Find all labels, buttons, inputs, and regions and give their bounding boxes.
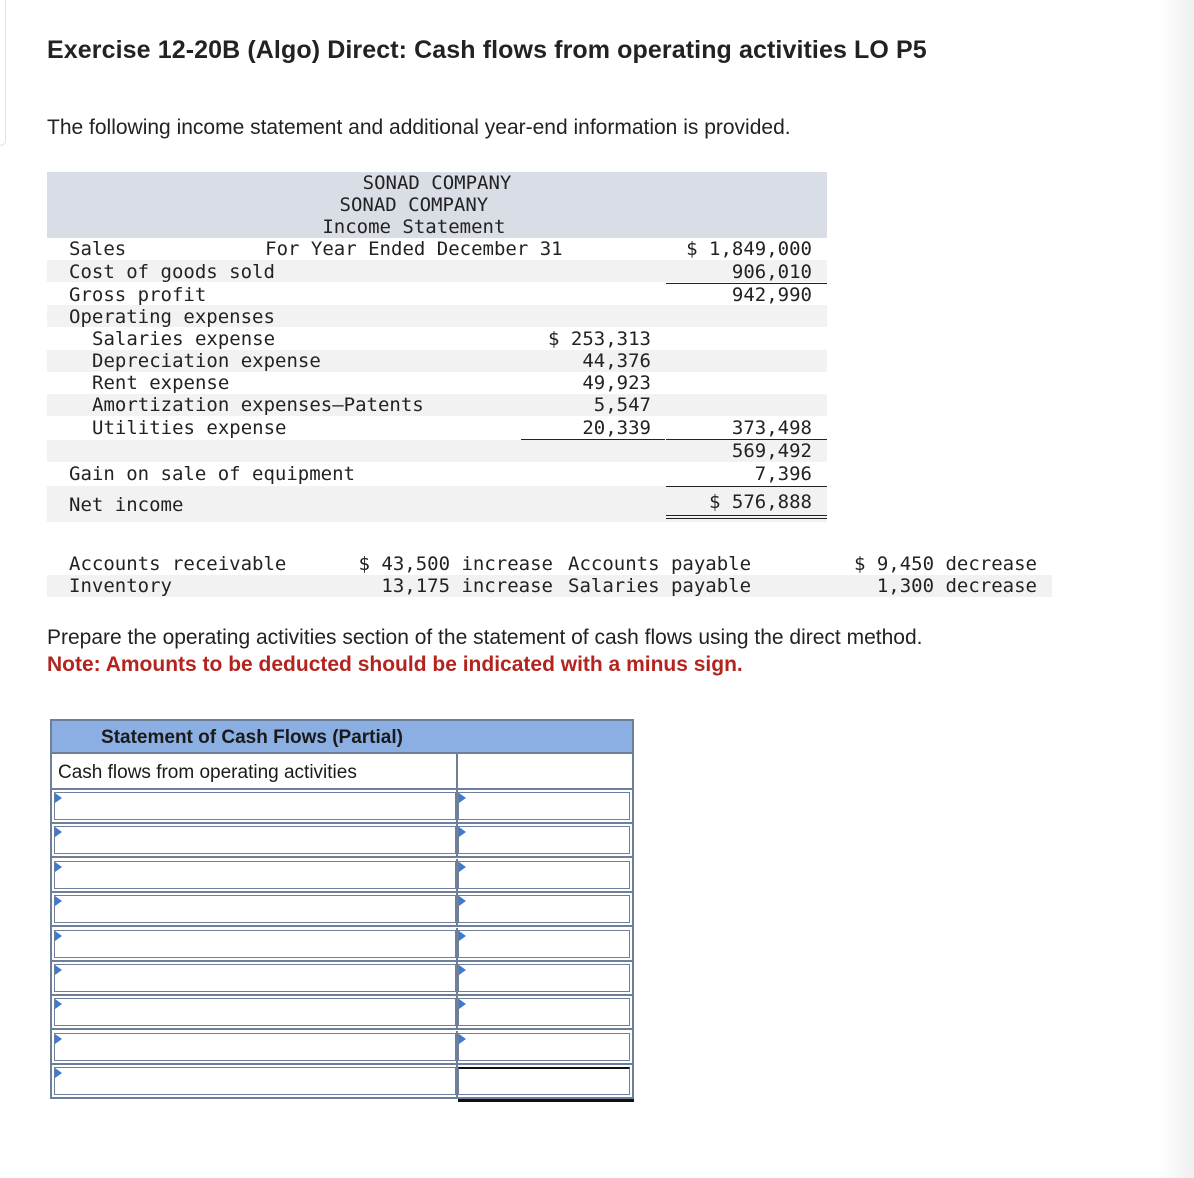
input-marker-icon bbox=[459, 793, 466, 803]
right-edge-shadow bbox=[1160, 0, 1194, 1178]
rent-value: 49,923 bbox=[582, 372, 651, 394]
ar-value: $ 43,500 increase bbox=[358, 553, 553, 575]
salaries-value: $ 253,313 bbox=[548, 328, 651, 350]
cash-flow-row bbox=[52, 893, 632, 927]
utilities-label: Utilities expense bbox=[92, 417, 287, 439]
description-dropdown[interactable] bbox=[54, 861, 456, 889]
amount-input[interactable] bbox=[458, 861, 630, 889]
cogs-label: Cost of goods sold bbox=[69, 261, 275, 283]
dropdown-marker-icon bbox=[55, 999, 62, 1009]
sp-label: Salaries payable bbox=[568, 575, 752, 597]
description-dropdown[interactable] bbox=[54, 964, 456, 992]
company-name: SONAD COMPANY bbox=[362, 172, 512, 194]
dropdown-marker-icon bbox=[55, 862, 62, 872]
dropdown-marker-icon bbox=[55, 827, 62, 837]
amount-input[interactable] bbox=[458, 826, 630, 854]
cash-flow-row bbox=[52, 790, 632, 824]
dropdown-marker-icon bbox=[55, 931, 62, 941]
dropdown-marker-icon bbox=[55, 1034, 62, 1044]
sales-label: Sales bbox=[69, 238, 127, 260]
cash-flow-row bbox=[52, 859, 632, 893]
ap-value: $ 9,450 decrease bbox=[853, 553, 1037, 575]
cash-flow-row bbox=[52, 928, 632, 962]
left-panel-edge bbox=[0, 0, 6, 146]
intro-text: The following income statement and additional year-end information is provided. bbox=[47, 116, 791, 139]
amount-input[interactable] bbox=[458, 964, 630, 992]
cash-flow-row bbox=[52, 1031, 632, 1065]
opex-label: Operating expenses bbox=[69, 306, 275, 328]
statement-text: Income Statement bbox=[322, 216, 506, 238]
net-income-double-underline-1 bbox=[666, 515, 827, 516]
cash-flow-row bbox=[52, 1065, 632, 1099]
cogs-value: 906,010 bbox=[731, 261, 812, 283]
cash-flow-table bbox=[50, 719, 634, 1099]
input-marker-icon bbox=[459, 862, 466, 872]
amount-input[interactable] bbox=[458, 792, 630, 820]
description-dropdown[interactable] bbox=[54, 826, 456, 854]
inventory-label: Inventory bbox=[69, 575, 172, 597]
utilities-value: 20,339 bbox=[582, 417, 651, 439]
cash-flow-table-title: Statement of Cash Flows (Partial) bbox=[101, 727, 403, 748]
amount-input[interactable] bbox=[458, 895, 630, 923]
gain-underline bbox=[666, 486, 827, 487]
net-income-double-underline-2 bbox=[666, 518, 827, 519]
ap-label: Accounts payable bbox=[568, 553, 752, 575]
net-income-value: $ 576,888 bbox=[709, 491, 812, 513]
amount-input[interactable] bbox=[458, 1067, 630, 1095]
cash-flow-row bbox=[52, 996, 632, 1030]
input-marker-icon bbox=[459, 999, 466, 1009]
gross-profit-label: Gross profit bbox=[69, 284, 207, 306]
gain-value: 7,396 bbox=[754, 463, 812, 485]
total-opex-value: 373,498 bbox=[731, 417, 812, 439]
instruction-text: Prepare the operating activities section of the statement of cash flows using the direct method. bbox=[47, 626, 923, 649]
cash-flow-table-header bbox=[52, 721, 632, 754]
note-text: Note: Amounts to be deducted should be indicated with a minus sign. bbox=[47, 653, 743, 676]
dropdown-marker-icon bbox=[55, 793, 62, 803]
inventory-value: 13,175 increase bbox=[381, 575, 553, 597]
input-marker-icon bbox=[459, 896, 466, 906]
page-title: Exercise 12-20B (Algo) Direct: Cash flows from operating activities LO P5 bbox=[47, 36, 927, 64]
gross-profit-value: 942,990 bbox=[731, 284, 812, 306]
input-marker-icon bbox=[459, 931, 466, 941]
sp-value: 1,300 decrease bbox=[876, 575, 1037, 597]
gain-label: Gain on sale of equipment bbox=[69, 463, 355, 485]
salaries-label: Salaries expense bbox=[92, 328, 276, 350]
depreciation-label: Depreciation expense bbox=[92, 350, 321, 372]
cash-flow-row bbox=[52, 824, 632, 858]
column-divider bbox=[456, 754, 458, 790]
input-marker-icon bbox=[459, 1034, 466, 1044]
input-marker-icon bbox=[459, 827, 466, 837]
company-text: SONAD COMPANY bbox=[339, 194, 489, 216]
amount-input[interactable] bbox=[458, 930, 630, 958]
amortization-value: 5,547 bbox=[593, 394, 651, 416]
period-text: For Year Ended December 31 bbox=[265, 238, 563, 260]
depreciation-value: 44,376 bbox=[582, 350, 651, 372]
dropdown-marker-icon bbox=[55, 1068, 62, 1078]
description-dropdown[interactable] bbox=[54, 930, 456, 958]
cash-flow-subheader-row bbox=[52, 754, 632, 790]
ar-label: Accounts receivable bbox=[69, 553, 287, 575]
operating-activities-label: Cash flows from operating activities bbox=[58, 762, 357, 783]
sales-value: $ 1,849,000 bbox=[686, 238, 812, 260]
cash-flow-row bbox=[52, 962, 632, 996]
net-income-label: Net income bbox=[69, 494, 184, 516]
description-dropdown[interactable] bbox=[54, 792, 456, 820]
amortization-label: Amortization expenses—Patents bbox=[92, 394, 424, 416]
description-dropdown[interactable] bbox=[54, 1033, 456, 1061]
amount-input[interactable] bbox=[458, 1033, 630, 1061]
dropdown-marker-icon bbox=[55, 965, 62, 975]
subtotal-value: 569,492 bbox=[731, 440, 812, 462]
description-dropdown[interactable] bbox=[54, 998, 456, 1026]
dropdown-marker-icon bbox=[55, 896, 62, 906]
rent-label: Rent expense bbox=[92, 372, 230, 394]
description-dropdown[interactable] bbox=[54, 895, 456, 923]
input-marker-icon bbox=[459, 965, 466, 975]
total-double-underline bbox=[458, 1099, 634, 1102]
description-dropdown[interactable] bbox=[54, 1067, 456, 1095]
amount-input[interactable] bbox=[458, 998, 630, 1026]
